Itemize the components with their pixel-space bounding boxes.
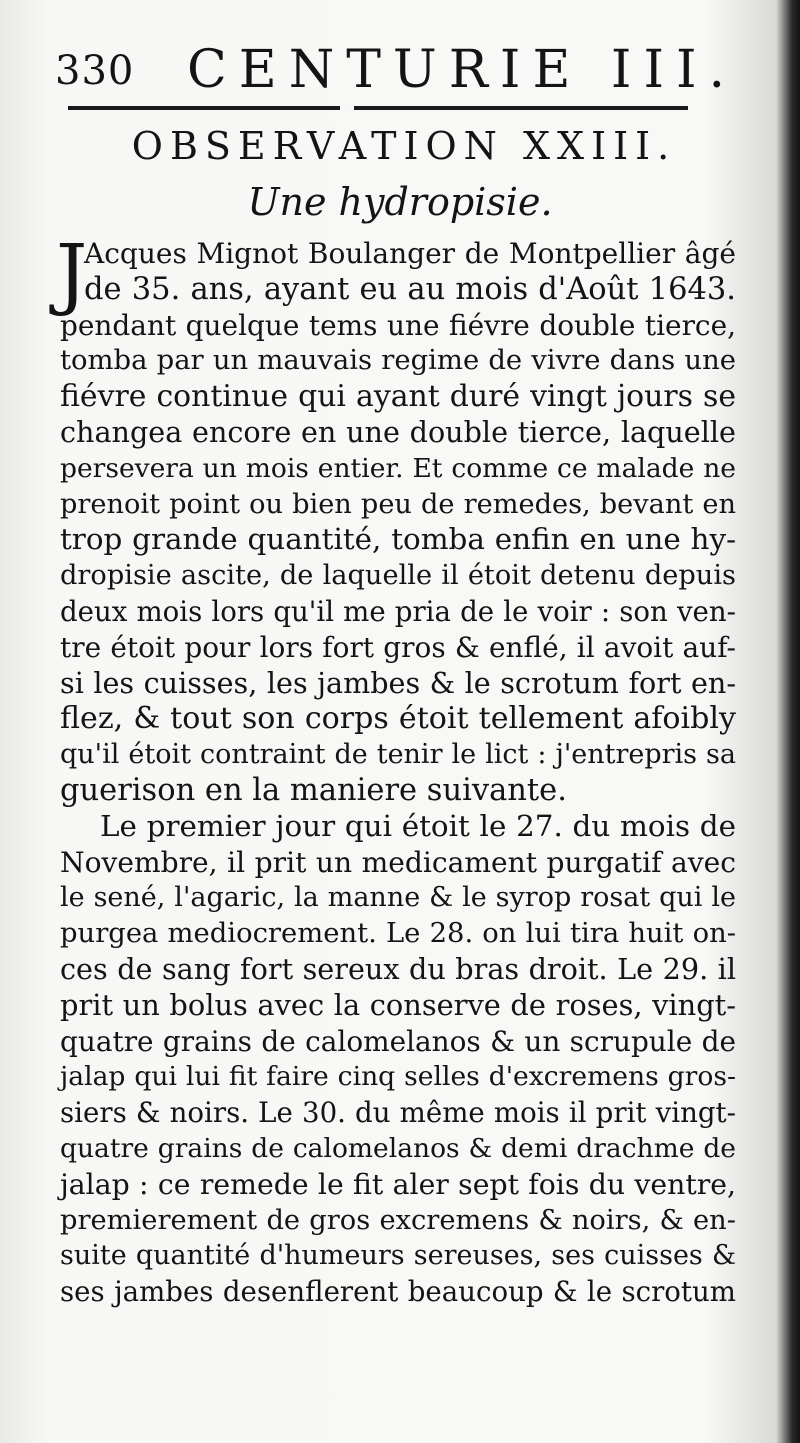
- observation-subtitle: Une hydropisie.: [247, 180, 553, 224]
- text-line: jalap : ce remede le fit aler sept fois du ventre,: [60, 1167, 736, 1201]
- text-line: trop grande quantité, tomba enfin en une hy-: [60, 522, 736, 557]
- page-number: 330: [55, 48, 135, 94]
- text-line: quatre grains de calomelanos & un scrupule de: [60, 1024, 736, 1058]
- text-line: changea encore en une double tierce, laquelle: [60, 414, 736, 449]
- text-line: premierement de gros excremens & noirs, & en-: [60, 1204, 736, 1236]
- text-line: suite quantité d'humeurs sereuses, ses cuisses &: [60, 1240, 736, 1272]
- text-line: dropisie ascite, de laquelle il étoit detenu depuis: [60, 560, 736, 592]
- text-line: quatre grains de calomelanos & demi drachme de: [60, 1132, 736, 1164]
- running-head: [55, 40, 738, 100]
- text-line: deux mois lors qu'il me pria de le voir : son ven-: [60, 594, 736, 628]
- text-line: guerison en la maniere suivante.: [60, 772, 567, 808]
- text-line: si les cuisses, les jambes & le scrotum fort en-: [60, 665, 736, 700]
- text-line: purgea mediocrement. Le 28. on lui tira huit on-: [60, 918, 736, 950]
- text-line: jalap qui lui fit faire cinq selles d'excremens gros-: [60, 1061, 736, 1093]
- header-rule: [68, 106, 688, 110]
- observation-title: OBSERVATION XXIII.: [131, 124, 677, 168]
- text-line: tre étoit pour lors fort gros & enflé, il avoit auf-: [60, 630, 736, 664]
- text-line: fiévre continue qui ayant duré vingt jours se: [60, 379, 736, 415]
- text-line: persevera un mois entier. Et comme ce malade ne: [60, 452, 736, 484]
- text-line: ses jambes desenflerent beaucoup & le scrotum: [60, 1275, 736, 1309]
- text-line: ces de sang fort sereux du bras droit. Le 29. il: [60, 951, 736, 986]
- text-line: le sené, l'agaric, la manne & le syrop rosat qui le: [60, 882, 736, 914]
- text-line: Novembre, il prit un medicament purgatif avec: [60, 845, 736, 879]
- running-title: CENTURIE III.: [187, 40, 738, 100]
- drop-cap: J: [56, 229, 88, 319]
- text-line: Acques Mignot Boulanger de Montpellier âgé: [84, 237, 736, 270]
- text-line: de 35. ans, ayant eu au mois d'Août 1643.: [84, 271, 736, 307]
- text-line: siers & noirs. Le 30. du même mois il prit vingt-: [60, 1096, 736, 1130]
- text-line: prenoit point ou bien peu de remedes, bevant en: [60, 488, 736, 520]
- text-line: prit un bolus avec la conserve de roses, vingt-: [60, 987, 736, 1022]
- body-text: [56, 229, 736, 1310]
- text-line: Le premier jour qui étoit le 27. du mois de: [100, 808, 736, 843]
- text-line: flez, & tout son corps étoit tellement afoibly: [60, 701, 736, 737]
- text-line: pendant quelque tems une fiévre double tierce,: [60, 308, 736, 342]
- text-line: tomba par un mauvais regime de vivre dans une: [60, 345, 736, 377]
- header-rule-gap: [340, 104, 354, 112]
- drop-cap-block: [56, 229, 736, 319]
- text-line: qu'il étoit contraint de tenir le lict : j'entrepris sa: [60, 739, 736, 771]
